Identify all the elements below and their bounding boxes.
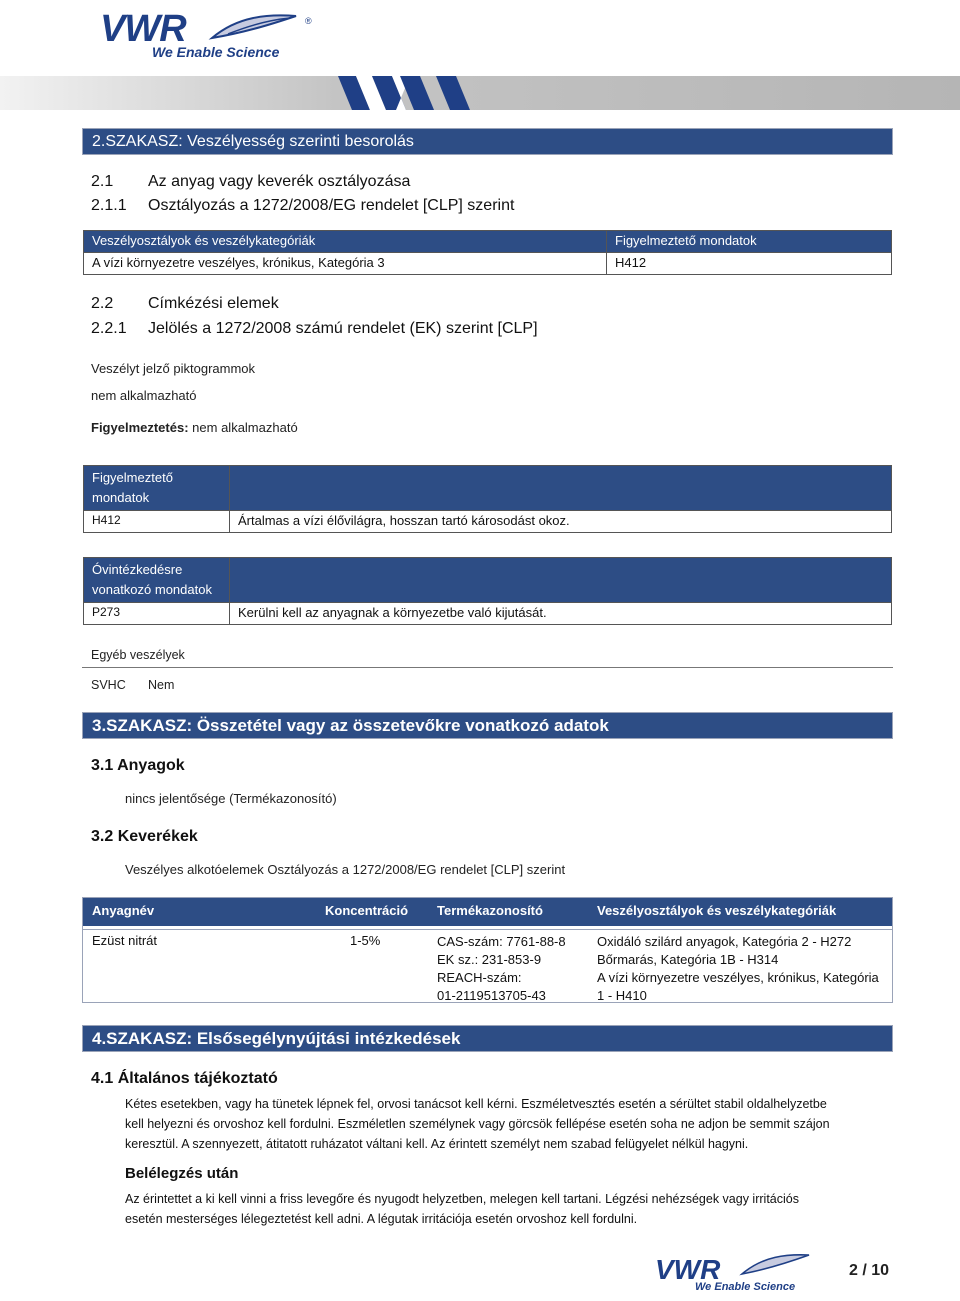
hazard-header-line-1: Figyelmeztető — [92, 470, 173, 485]
component-reach-label: REACH-szám: — [437, 970, 522, 985]
vwr-logo — [100, 8, 315, 60]
components-header-identifier: Termékazonosító — [437, 903, 543, 918]
other-hazards-divider — [82, 667, 893, 668]
general-info-line-3: keresztül. A szennyezett, átitatott ruházatot váltani kell. Az érintett személyt nem szabad felügyelet nélkül hagyni. — [125, 1137, 749, 1151]
classification-table — [83, 230, 892, 275]
heading-2-1-number: 2.1 — [91, 173, 114, 190]
classification-cell-class: A vízi környezetre veszélyes, krónikus, Kategória 3 — [84, 253, 607, 275]
components-table — [82, 897, 893, 1003]
heading-2-2-number: 2.2 — [91, 295, 114, 312]
section-3-title: 3.SZAKASZ: Összetétel vagy az összetevőkre vonatkozó adatok — [82, 712, 893, 739]
footer-logo-swoosh-icon — [739, 1252, 811, 1276]
section-2-title: 2.SZAKASZ: Veszélyesség szerinti besorolás — [82, 128, 893, 155]
footer-logo — [655, 1252, 815, 1296]
pictograms-value: nem alkalmazható — [91, 388, 197, 403]
component-reach-number: 01-2119513705-43 — [437, 988, 546, 1003]
logo-wordmark: VWR — [100, 8, 186, 50]
signal-word-value: nem alkalmazható — [192, 420, 298, 435]
components-header-row — [83, 898, 892, 926]
component-ec: EK sz.: 231-853-9 — [437, 952, 542, 967]
heading-2-1-1-number: 2.1.1 — [91, 197, 127, 214]
heading-2-2-1 — [91, 320, 538, 338]
precaution-code: P273 — [84, 603, 230, 625]
components-header-divider — [83, 929, 892, 930]
precaution-header-line-1: Óvintézkedésre — [92, 562, 183, 577]
precaution-header-line-2: vonatkozó mondatok — [92, 582, 212, 597]
precaution-text: Kerülni kell az anyagnak a környezetbe való kijutását. — [230, 603, 892, 625]
heading-4-1: 4.1 Általános tájékoztató — [91, 1070, 278, 1087]
hazard-statements-header — [84, 466, 230, 511]
logo-registered-mark: ® — [305, 16, 312, 26]
page-number: 2 / 10 — [849, 1262, 890, 1279]
precaution-statements-header — [84, 558, 230, 603]
hazard-header-line-2: mondatok — [92, 490, 150, 505]
svhc-value: Nem — [148, 678, 175, 692]
general-info-line-2: kell helyezni és orvoshoz kell fordulni. Eszméletlen személynek vagy görcsök fellépése esetén soha ne adjon be semmit szájon — [125, 1117, 830, 1131]
substances-text: nincs jelentősége (Termékazonosító) — [125, 791, 337, 806]
component-identifiers — [437, 933, 566, 1005]
general-info-paragraph — [125, 1094, 885, 1154]
component-class-2: Bőrmarás, Kategória 1B - H314 — [597, 952, 779, 967]
components-header-classes: Veszélyosztályok és veszélykategóriák — [597, 903, 837, 918]
hazard-code: H412 — [84, 511, 230, 533]
classification-header-classes: Veszélyosztályok és veszélykategóriák — [84, 231, 607, 253]
component-class-4: 1 - H410 — [597, 988, 647, 1003]
classification-header-statements: Figyelmeztető mondatok — [607, 231, 892, 253]
mixtures-text: Veszélyes alkotóelemek Osztályozás a 1272/2008/EG rendelet [CLP] szerint — [125, 862, 566, 877]
inhalation-paragraph — [125, 1189, 885, 1229]
pictograms-label: Veszélyt jelző piktogrammok — [91, 361, 256, 376]
signal-word-row — [91, 420, 298, 435]
precautionary-statements-table — [83, 557, 892, 625]
component-concentration: 1-5% — [350, 933, 381, 948]
component-class-1: Oxidáló szilárd anyagok, Kategória 2 - H272 — [597, 934, 852, 949]
hazard-text: Ártalmas a vízi élővilágra, hosszan tartó károsodást okoz. — [230, 511, 892, 533]
footer-logo-wordmark: VWR — [655, 1254, 721, 1285]
section-4-title: 4.SZAKASZ: Elsősegélynyújtási intézkedések — [82, 1025, 893, 1052]
heading-2-1 — [91, 173, 410, 191]
other-hazards-label: Egyéb veszélyek — [91, 648, 185, 662]
header-band — [0, 76, 960, 110]
heading-inhalation: Belélegzés után — [125, 1165, 239, 1182]
inhalation-line-2: esetén mesterséges lélegeztetést kell adni. A légutak irritációja esetén orvoshoz kell fordulni. — [125, 1212, 638, 1226]
heading-2-1-text: Az anyag vagy keverék osztályozása — [148, 173, 411, 190]
signal-word-label: Figyelmeztetés: — [91, 420, 189, 435]
components-header-concentration: Koncentráció — [325, 903, 409, 918]
heading-2-2-1-text: Jelölés a 1272/2008 számú rendelet (EK) szerint [CLP] — [148, 320, 538, 337]
logo-tagline: We Enable Science — [152, 44, 280, 60]
heading-2-2 — [91, 295, 279, 313]
classification-cell-code: H412 — [607, 253, 892, 275]
components-header-name: Anyagnév — [92, 903, 155, 918]
precaution-statements-header-empty — [230, 558, 892, 603]
component-cas: CAS-szám: 7761-88-8 — [437, 934, 566, 949]
inhalation-line-1: Az érintettet a ki kell vinni a friss levegőre és nyugodt helyzetben, melegen kell tartani. Légzési nehézségek vagy irritációs — [125, 1192, 799, 1206]
hazard-statements-header-empty — [230, 466, 892, 511]
heading-2-2-text: Címkézési elemek — [148, 295, 279, 312]
hazard-statements-table — [83, 465, 892, 533]
heading-2-1-1-text: Osztályozás a 1272/2008/EG rendelet [CLP] szerint — [148, 197, 515, 214]
svhc-label: SVHC — [91, 678, 126, 692]
heading-2-2-1-number: 2.2.1 — [91, 320, 127, 337]
component-class-3: A vízi környezetre veszélyes, krónikus, Kategória — [597, 970, 879, 985]
logo-swoosh-icon — [208, 12, 300, 42]
component-classes — [597, 933, 887, 1005]
footer-logo-tagline: We Enable Science — [695, 1281, 796, 1293]
heading-2-1-1 — [91, 197, 514, 215]
heading-3-2: 3.2 Keverékek — [91, 828, 198, 845]
heading-3-1: 3.1 Anyagok — [91, 757, 185, 774]
component-name: Ezüst nitrát — [92, 933, 158, 948]
general-info-line-1: Kétes esetekben, vagy ha tünetek lépnek fel, orvosi tanácsot kell kérni. Eszméletvesztés esetén a sérültet stabil oldalhelyzetbe — [125, 1097, 827, 1111]
